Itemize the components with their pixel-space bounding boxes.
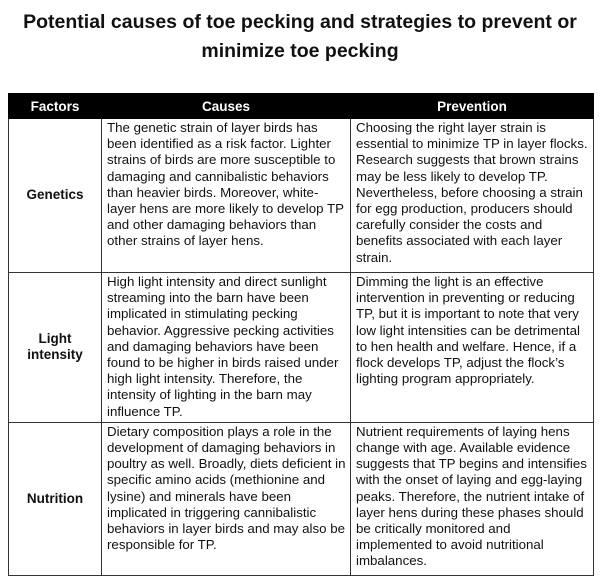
table-header-row — [9, 94, 594, 119]
table-row-light-intensity — [9, 273, 594, 423]
page-title: Potential causes of toe pecking and strategies to prevent or minimize toe pecking — [23, 11, 577, 62]
header-prevention: Prevention — [351, 94, 594, 119]
header-causes: Causes — [102, 94, 351, 119]
prevention-cell: Choosing the right layer strain is essential to minimize TP in layer flocks. Research suggests that brown strains may be less likely to develop TP. Nevertheless, before choosing a strain for egg production, producers should carefully consider the costs and benefits associated with each layer strain. — [351, 119, 594, 273]
header-factors: Factors — [9, 94, 102, 119]
factor-cell: Genetics — [9, 119, 102, 273]
factor-cell: Light intensity — [9, 273, 102, 423]
causes-cell: High light intensity and direct sunlight streaming into the barn have been implicated in stimulating pecking behavior. Aggressive pecking activities and damaging behaviors have been found to be higher in birds raised under high light intensity. Therefore, the intensity of lighting in the barn may influence TP. — [102, 273, 351, 423]
factor-cell: Nutrition — [9, 422, 102, 575]
prevention-cell: Dimming the light is an effective intervention in preventing or reducing TP, but it is important to note that very low light intensities can be detrimental to hen health and welfare. Hence, if a flock develops TP, adjust the flock’s lighting program appropriately. — [351, 273, 594, 423]
prevention-cell: Nutrient requirements of laying hens change with age. Available evidence suggests that TP begins and intensifies with the onset of laying and egg-laying peaks. Therefore, the nutrient intake of layer hens during these phases should be critically monitored and implemented to avoid nutritional imbalances. — [351, 422, 594, 575]
table-row-genetics — [9, 119, 594, 273]
causes-cell: The genetic strain of layer birds has been identified as a risk factor. Lighter strains of birds are more susceptible to damaging and cannibalistic behaviors than heavier birds. Moreover, white-layer hens are more likely to develop TP and other damaging behaviors than other strains of layer hens. — [102, 119, 351, 273]
toe-pecking-table — [8, 93, 594, 576]
causes-cell: Dietary composition plays a role in the development of damaging behaviors in poultry as well. Broadly, diets deficient in specific amino acids (methionine and lysine) and minerals have been implicated in triggering cannibalistic behaviors in layer birds and may also be responsible for TP. — [102, 422, 351, 575]
table-row-nutrition — [9, 422, 594, 575]
